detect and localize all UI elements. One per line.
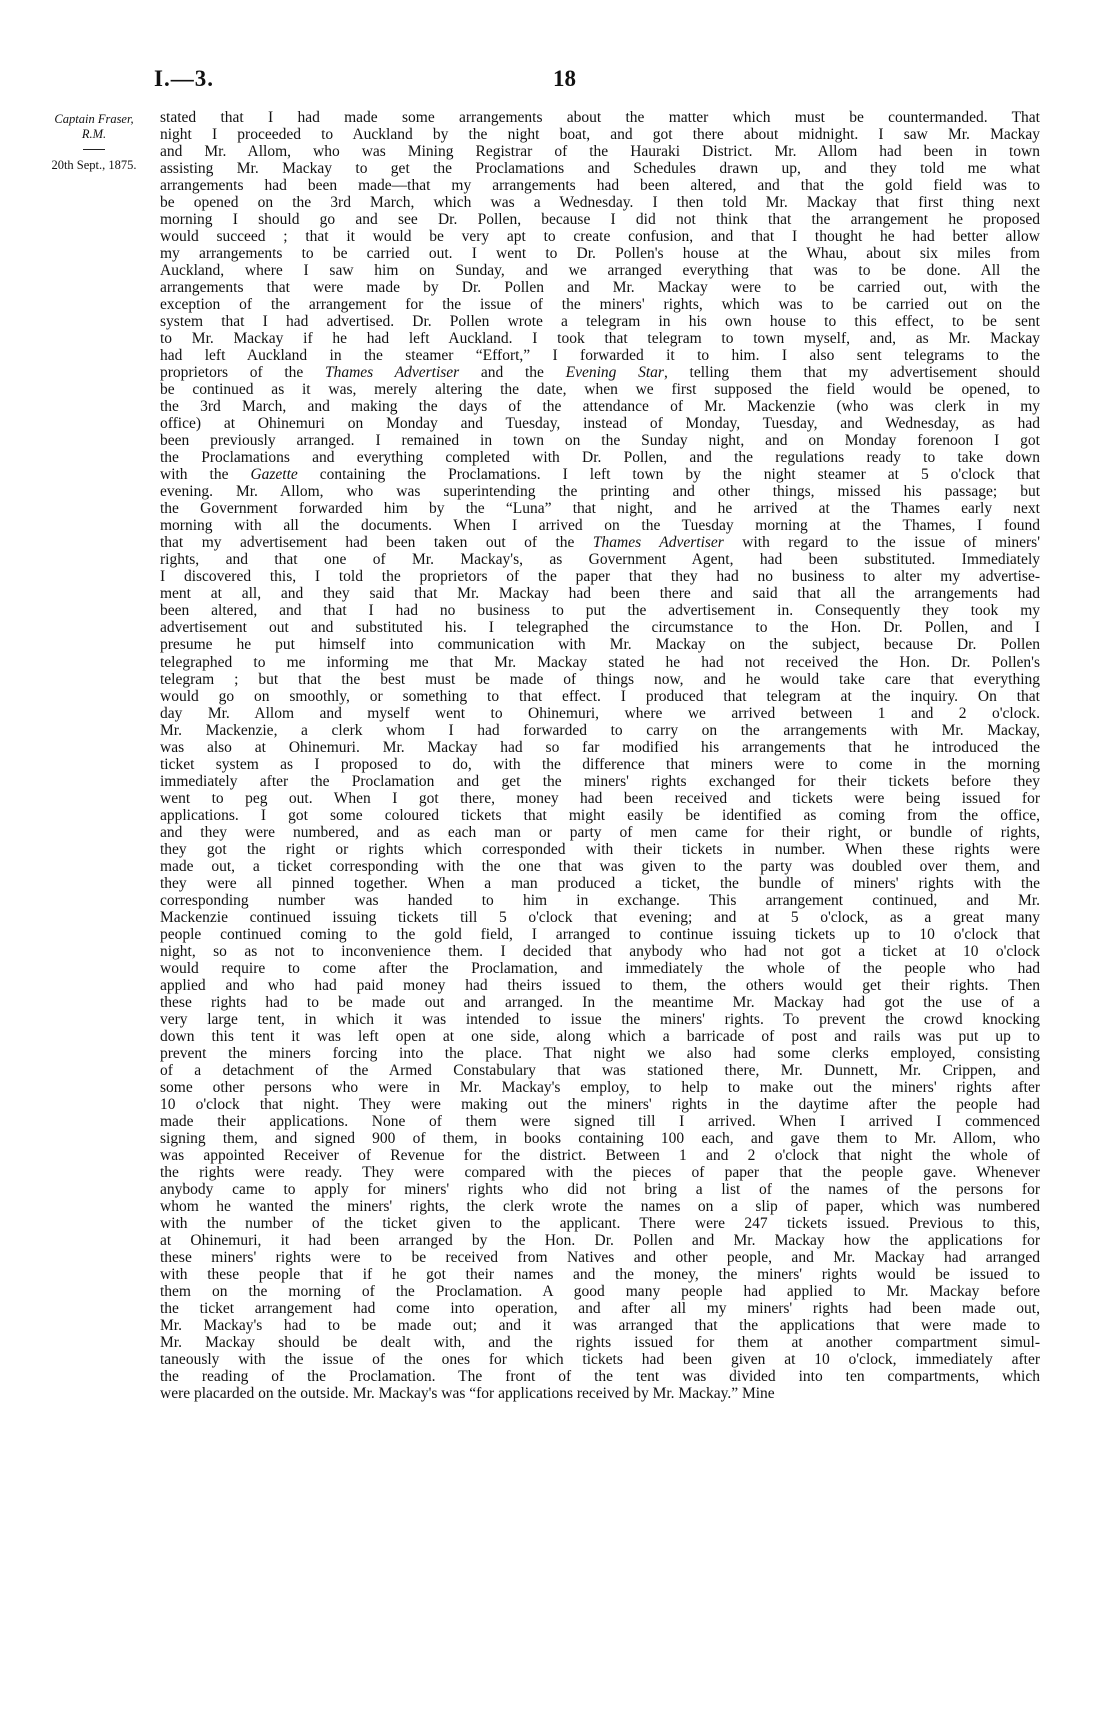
body-line: evening. Mr. Allom, who was superintending the printing and other things, missed his passage; but [160,483,1040,501]
body-line: morning I should go and see Dr. Pollen, because I did not think that the arrangement he proposed [160,211,1040,229]
body-line: with the number of the ticket given to the applicant. There were 247 tickets issued. Previous to this, [160,1215,1040,1233]
body-line: ment at all, and they said that Mr. Mackay had been there and said that all the arrangements had [160,585,1040,603]
body-line: prevent the miners forcing into the place. That night we also had some clerks employed, consisting [160,1044,1040,1062]
body-line: proprietors of the Thames Advertiser and the Evening Star, telling them that my advertisement should [160,364,1040,382]
body-line: office) at Ohinemuri on Monday and Tuesday, instead of Monday, Tuesday, and Wednesday, as had [160,415,1040,433]
body-line: immediately after the Proclamation and get the miners' rights exchanged for their tickets before they [160,772,1040,790]
body-line: was appointed Receiver of Revenue for the district. Between 1 and 2 o'clock that night the whole of [160,1146,1040,1164]
body-line: taneously with the issue of the ones for which tickets had been given at 10 o'clock, immediately after [160,1351,1040,1369]
margin-note [30,112,158,173]
body-line: night I proceeded to Auckland by the night boat, and got there about midnight. I saw Mr. Mackay [160,126,1040,144]
body-line: the rights were ready. They were compared with the pieces of paper that the people gave. Whenever [160,1163,1040,1181]
body-line: very large tent, in which it was intended to issue the miners' rights. To prevent the crowd knocking [160,1010,1040,1028]
body-line: had left Auckland in the steamer “Effort,” I forwarded it to him. I also sent telegrams to the [160,347,1040,365]
body-line: been previously arranged. I remained in town on the Sunday night, and on Monday forenoon I got [160,432,1040,450]
body-line: telegraphed to me informing me that Mr. Mackay stated he had not received the Hon. Dr. Pollen's [160,653,1040,671]
body-line: advertisement out and substituted his. I telegraphed the circumstance to the Hon. Dr. Pollen, and I [160,619,1040,637]
body-text [160,109,1040,1402]
body-line: arrangements that were made by Dr. Pollen and Mr. Mackay were to be carried out, with the [160,279,1040,297]
body-line: they got the right or rights which corresponded with their tickets in number. When these rights were [160,840,1040,858]
body-line: these miners' rights were to be received from Natives and other people, and Mr. Mackay had arranged [160,1249,1040,1267]
body-line: the reading of the Proclamation. The front of the tent was divided into ten compartments, which [160,1368,1040,1386]
body-line: they were all pinned together. When a man produced a ticket, the bundle of miners' rights with the [160,874,1040,892]
body-line: that my advertisement had been taken out of the Thames Advertiser with regard to the issue of miners' [160,534,1040,552]
body-line: down this tent it was left open at one side, along which a barricade of post and rails was put up to [160,1027,1040,1045]
body-line: Mr. Mackay's had to be made out; and it was arranged that the applications that were made to [160,1317,1040,1335]
body-line: of a detachment of the Armed Constabulary that was stationed there, Mr. Dunnett, Mr. Crippen, and [160,1061,1040,1079]
body-line: stated that I had made some arrangements about the matter which must be countermanded. That [160,109,1040,126]
body-line: was also at Ohinemuri. Mr. Mackay had so far modified his arrangements that he introduced the [160,738,1040,756]
body-line: I discovered this, I told the proprietors of the paper that they had no business to alter my advertise- [160,568,1040,586]
body-line: to Mr. Mackay if he had left Auckland. I took that telegram to town myself, and, as Mr. Mackay [160,330,1040,348]
body-line: day Mr. Allom and myself went to Ohinemuri, where we arrived between 1 and 2 o'clock. [160,704,1040,722]
body-line: Mr. Mackenzie, a clerk whom I had forwarded to carry on the arrangements with Mr. Mackay, [160,721,1040,739]
body-line: be continued as it was, merely altering the date, when we first supposed the field would be opened, to [160,381,1040,399]
body-line: exception of the arrangement for the issue of the miners' rights, which was to be carried out on the [160,296,1040,314]
body-line: the 3rd March, and making the days of the attendance of Mr. Mackenzie (who was clerk in my [160,398,1040,416]
body-line: went to peg out. When I got there, money had been received and tickets were being issued for [160,789,1040,807]
body-line: made their applications. None of them were signed till I arrived. When I arrived I commenced [160,1112,1040,1130]
body-line: some other persons who were in Mr. Mackay's employ, to help to make out the miners' rights after [160,1078,1040,1096]
body-line: the ticket arrangement had come into operation, and after all my miners' rights had been made out, [160,1300,1040,1318]
body-line: morning with all the documents. When I arrived on the Tuesday morning at the Thames, I found [160,517,1040,535]
margin-date: 20th Sept., 1875. [51,158,137,172]
body-line: the Government forwarded him by the “Luna” that night, and he arrived at the Thames early next [160,500,1040,518]
body-line: corresponding number was handed to him in exchange. This arrangement continued, and Mr. [160,891,1040,909]
body-line: with the Gazette containing the Proclamations. I left town by the night steamer at 5 o'clock that [160,466,1040,484]
body-line: ticket system as I proposed to do, with the difference that miners were to come in the morning [160,755,1040,773]
body-line: would go on smoothly, or something to that effect. I produced that telegram at the inquiry. On that [160,687,1040,705]
body-line: Auckland, where I saw him on Sunday, and we arranged everything that was to be done. All the [160,262,1040,280]
body-line: the Proclamations and everything completed with Dr. Pollen, and the regulations ready to take down [160,449,1040,467]
body-line: 10 o'clock that night. They were making out the miners' rights in the daytime after the people had [160,1095,1040,1113]
body-line: and Mr. Allom, who was Mining Registrar of the Hauraki District. Mr. Allom had been in town [160,143,1040,161]
body-line: presume he put himself into communication with Mr. Mackay on the subject, because Dr. Pollen [160,636,1040,654]
body-line: at Ohinemuri, it had been arranged by the Hon. Dr. Pollen and Mr. Mackay how the applications for [160,1232,1040,1250]
body-line: these rights had to be made out and arranged. In the meantime Mr. Mackay had got the use of a [160,993,1040,1011]
body-line: night, so as not to inconvenience them. I decided that anybody who had not got a ticket at 10 o'clock [160,942,1040,960]
body-line: assisting Mr. Mackay to get the Proclamations and Schedules drawn up, and they told me what [160,160,1040,178]
body-line: them on the morning of the Proclamation. A good many people had applied to Mr. Mackay before [160,1283,1040,1301]
body-line: and they were numbered, and as each man or party of men came for their right, or bundle of rights, [160,823,1040,841]
section-header: I.—3. [154,66,214,91]
body-line: people continued coming to the gold field, I arranged to continue issuing tickets up to 10 o'clock that [160,925,1040,943]
body-line: be opened on the 3rd March, which was a Wednesday. I then told Mr. Mackay that first thing next [160,194,1040,212]
page-number: 18 [553,66,576,91]
margin-speaker: Captain Fraser, [54,112,134,126]
body-line: telegram ; but that the best must be made of things now, and he would take care that everything [160,670,1040,688]
body-line: signing them, and signed 900 of them, in books containing 100 each, and gave them to Mr. Allom, who [160,1129,1040,1147]
margin-speaker-title: R.M. [81,127,107,141]
margin-divider [83,149,105,150]
body-line: would succeed ; that it would be very apt to create confusion, and that I thought he had better allow [160,228,1040,246]
body-line: rights, and that one of Mr. Mackay's, as Government Agent, had been substituted. Immediately [160,551,1040,569]
body-line: applied and who had paid money had theirs issued to them, the others would get their rights. Then [160,976,1040,994]
body-line: with these people that if he got their names and the money, the miners' rights would be issued to [160,1266,1040,1284]
body-line: were placarded on the outside. Mr. Mackay's was “for applications received by Mr. Mackay.” Mine [160,1385,775,1403]
body-line: whom he wanted the miners' rights, the clerk wrote the names on a slip of paper, which was numbered [160,1198,1040,1215]
body-line: would require to come after the Proclamation, and immediately the whole of the people who had [160,959,1040,977]
body-line: been altered, and that I had no business to put the advertisement in. Consequently they took my [160,602,1040,620]
body-line: Mr. Mackay should be dealt with, and the rights issued for them at another compartment simul- [160,1334,1040,1352]
body-line: Mackenzie continued issuing tickets till 5 o'clock that evening; and at 5 o'clock, as a great many [160,908,1040,926]
body-line: system that I had advertised. Dr. Pollen wrote a telegram in his own house to this effect, to be sent [160,313,1040,331]
body-line: made out, a ticket corresponding with the one that was given to the party was doubled over them, and [160,857,1040,875]
body-line: anybody came to apply for miners' rights who did not bring a list of the names of the persons for [160,1180,1040,1198]
body-line: my arrangements to be carried out. I went to Dr. Pollen's house at the Whau, about six miles from [160,245,1040,263]
body-line: applications. I got some coloured tickets that might easily be identified as coming from the office, [160,806,1040,824]
body-line: arrangements had been made—that my arrangements had been altered, and that the gold field was to [160,177,1040,195]
